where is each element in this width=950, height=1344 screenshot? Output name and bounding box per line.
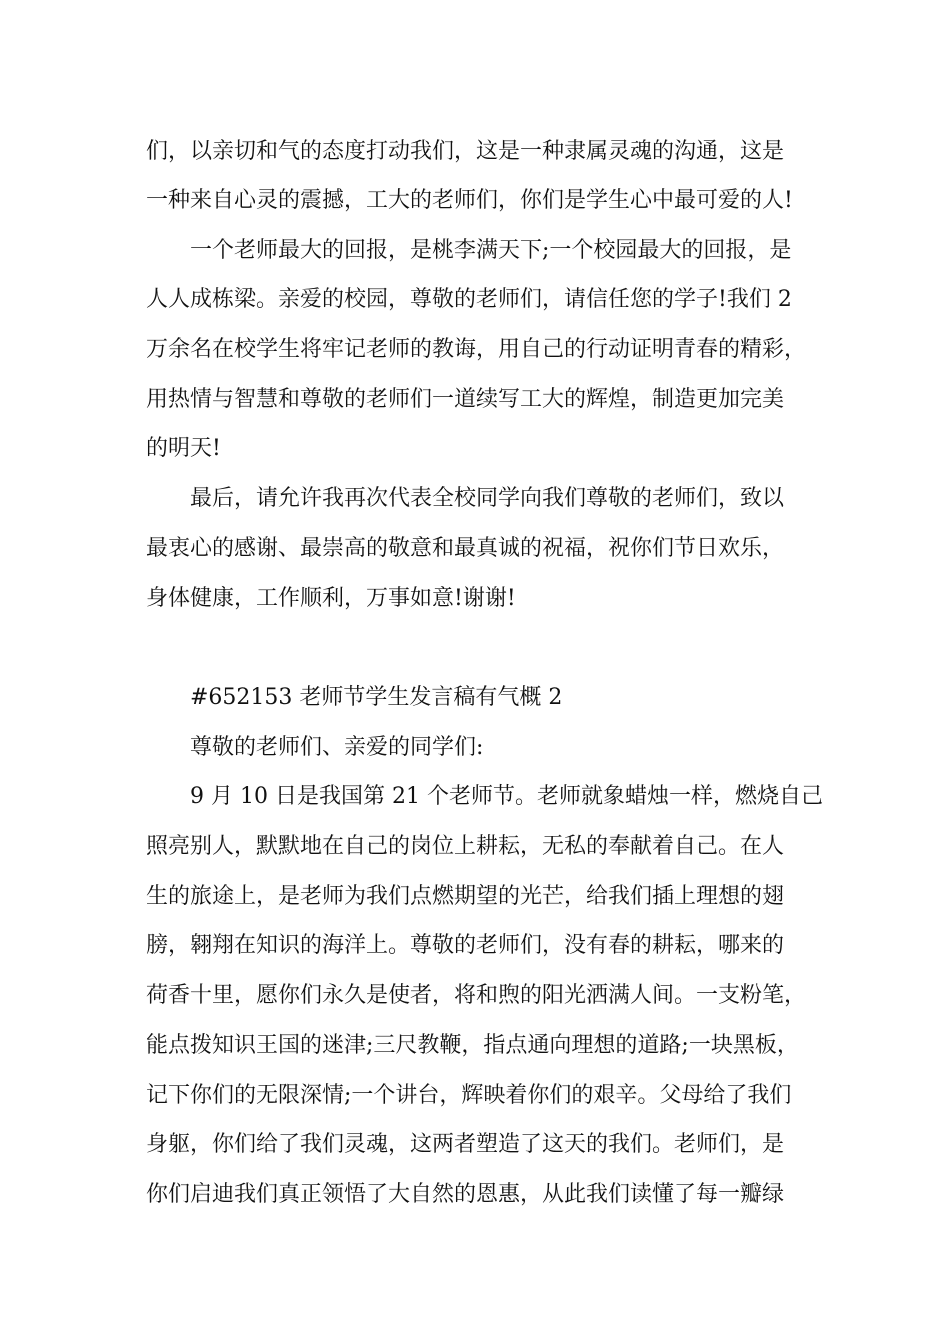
paragraph-first-line: 最后，请允许我再次代表全校同学向我们尊敬的老师们，致以	[190, 486, 785, 511]
text-line: 你们启迪我们真正领悟了大自然的恩惠，从此我们读懂了每一瓣绿	[146, 1182, 785, 1207]
text-line: 照亮别人，默默地在自己的岗位上耕耘，无私的奉献着自己。在人	[146, 834, 785, 859]
paragraph-first-line: 9 月 10 日是我国第 21 个老师节。老师就象蜡烛一样，燃烧自己	[190, 784, 823, 809]
text-line: 们，以亲切和气的态度打动我们，这是一种隶属灵魂的沟通，这是	[146, 139, 785, 164]
text-line: 人人成栋梁。亲爱的校园，尊敬的老师们，请信任您的学子!我们 2	[146, 287, 792, 312]
text-line: 生的旅途上，是老师为我们点燃期望的光芒，给我们插上理想的翅	[146, 884, 785, 909]
text-line: 身体健康，工作顺利，万事如意!谢谢!	[146, 586, 516, 611]
text-line: 用热情与智慧和尊敬的老师们一道续写工大的辉煌，制造更加完美	[146, 387, 785, 412]
text-line: 一种来自心灵的震撼，工大的老师们，你们是学生心中最可爱的人!	[146, 188, 793, 213]
text-line: 最衷心的感谢、最崇高的敬意和最真诚的祝福，祝你们节日欢乐，	[146, 536, 785, 561]
section-heading: #652153 老师节学生发言稿有气概 2	[190, 685, 563, 710]
text-line: 身躯，你们给了我们灵魂，这两者塑造了这天的我们。老师们，是	[146, 1132, 785, 1157]
text-line: 荷香十里，愿你们永久是使者，将和煦的阳光洒满人间。一支粉笔，	[146, 983, 807, 1008]
text-line: 能点拨知识王国的迷津;三尺教鞭，指点通向理想的道路;一块黑板，	[146, 1033, 799, 1058]
salutation: 尊敬的老师们、亲爱的同学们:	[190, 735, 484, 760]
text-line: 的明天!	[146, 436, 221, 461]
text-line: 万余名在校学生将牢记老师的教诲，用自己的行动证明青春的精彩，	[146, 337, 807, 362]
paragraph-first-line: 一个老师最大的回报，是桃李满天下;一个校园最大的回报，是	[190, 238, 792, 263]
text-line: 膀，翱翔在知识的海洋上。尊敬的老师们，没有春的耕耘，哪来的	[146, 933, 785, 958]
text-line: 记下你们的无限深情;一个讲台，辉映着你们的艰辛。父母给了我们	[146, 1083, 792, 1108]
